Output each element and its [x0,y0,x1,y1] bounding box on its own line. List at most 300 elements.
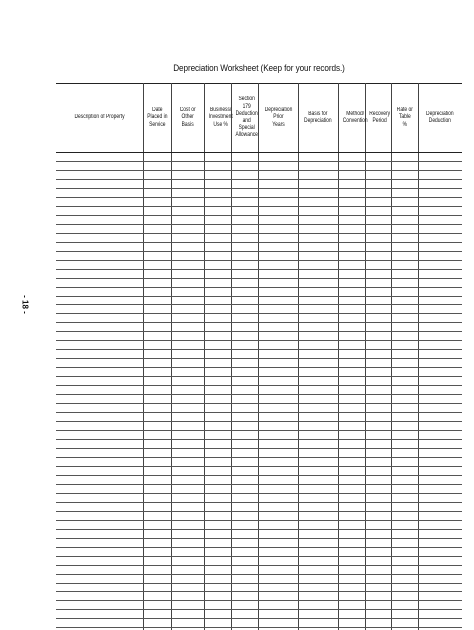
cell-date-placed[interactable] [143,341,171,350]
cell-depreciation-prior[interactable] [258,350,298,359]
cell-basis-for-depreciation[interactable] [298,493,338,502]
cell-date-placed[interactable] [143,431,171,440]
cell-rate-table[interactable] [391,565,418,574]
cell-description[interactable] [56,475,143,484]
cell-recovery-period[interactable] [365,368,391,377]
cell-business-use[interactable] [204,466,231,475]
cell-business-use[interactable] [204,395,231,404]
cell-description[interactable] [56,556,143,565]
cell-basis-for-depreciation[interactable] [298,170,338,179]
cell-description[interactable] [56,368,143,377]
cell-basis-for-depreciation[interactable] [298,350,338,359]
cell-depreciation-prior[interactable] [258,215,298,224]
cell-cost-basis[interactable] [171,224,204,233]
cell-method-convention[interactable] [338,368,365,377]
cell-recovery-period[interactable] [365,619,391,628]
cell-description[interactable] [56,170,143,179]
cell-section-179[interactable] [231,260,258,269]
cell-depreciation-prior[interactable] [258,251,298,260]
cell-date-placed[interactable] [143,466,171,475]
cell-method-convention[interactable] [338,242,365,251]
cell-section-179[interactable] [231,395,258,404]
cell-section-179[interactable] [231,341,258,350]
cell-rate-table[interactable] [391,368,418,377]
cell-date-placed[interactable] [143,538,171,547]
cell-business-use[interactable] [204,161,231,170]
cell-section-179[interactable] [231,161,258,170]
cell-recovery-period[interactable] [365,170,391,179]
cell-rate-table[interactable] [391,484,418,493]
cell-depreciation-prior[interactable] [258,332,298,341]
cell-cost-basis[interactable] [171,431,204,440]
cell-rate-table[interactable] [391,179,418,188]
cell-method-convention[interactable] [338,448,365,457]
cell-business-use[interactable] [204,601,231,610]
cell-method-convention[interactable] [338,547,365,556]
cell-basis-for-depreciation[interactable] [298,341,338,350]
cell-basis-for-depreciation[interactable] [298,431,338,440]
cell-depreciation-prior[interactable] [258,565,298,574]
cell-cost-basis[interactable] [171,529,204,538]
cell-depreciation-prior[interactable] [258,153,298,162]
cell-depreciation-deduction[interactable] [418,224,462,233]
cell-depreciation-deduction[interactable] [418,592,462,601]
cell-date-placed[interactable] [143,359,171,368]
cell-section-179[interactable] [231,556,258,565]
cell-business-use[interactable] [204,233,231,242]
cell-business-use[interactable] [204,520,231,529]
cell-recovery-period[interactable] [365,386,391,395]
cell-business-use[interactable] [204,484,231,493]
cell-depreciation-prior[interactable] [258,260,298,269]
cell-method-convention[interactable] [338,233,365,242]
cell-basis-for-depreciation[interactable] [298,233,338,242]
cell-depreciation-prior[interactable] [258,269,298,278]
cell-rate-table[interactable] [391,511,418,520]
cell-method-convention[interactable] [338,170,365,179]
cell-recovery-period[interactable] [365,556,391,565]
cell-rate-table[interactable] [391,413,418,422]
cell-depreciation-deduction[interactable] [418,197,462,206]
cell-rate-table[interactable] [391,457,418,466]
cell-section-179[interactable] [231,206,258,215]
cell-method-convention[interactable] [338,440,365,449]
cell-rate-table[interactable] [391,538,418,547]
cell-section-179[interactable] [231,377,258,386]
cell-date-placed[interactable] [143,592,171,601]
cell-depreciation-deduction[interactable] [418,153,462,162]
cell-depreciation-prior[interactable] [258,368,298,377]
cell-date-placed[interactable] [143,260,171,269]
cell-date-placed[interactable] [143,529,171,538]
cell-business-use[interactable] [204,188,231,197]
cell-business-use[interactable] [204,269,231,278]
cell-business-use[interactable] [204,287,231,296]
cell-method-convention[interactable] [338,188,365,197]
cell-basis-for-depreciation[interactable] [298,565,338,574]
cell-cost-basis[interactable] [171,350,204,359]
cell-rate-table[interactable] [391,431,418,440]
cell-description[interactable] [56,574,143,583]
cell-description[interactable] [56,296,143,305]
cell-depreciation-deduction[interactable] [418,502,462,511]
cell-date-placed[interactable] [143,484,171,493]
cell-section-179[interactable] [231,170,258,179]
cell-section-179[interactable] [231,547,258,556]
cell-section-179[interactable] [231,296,258,305]
cell-cost-basis[interactable] [171,592,204,601]
cell-cost-basis[interactable] [171,565,204,574]
cell-section-179[interactable] [231,242,258,251]
cell-business-use[interactable] [204,538,231,547]
cell-rate-table[interactable] [391,404,418,413]
cell-recovery-period[interactable] [365,413,391,422]
cell-recovery-period[interactable] [365,565,391,574]
cell-rate-table[interactable] [391,314,418,323]
cell-basis-for-depreciation[interactable] [298,538,338,547]
cell-method-convention[interactable] [338,206,365,215]
cell-section-179[interactable] [231,305,258,314]
cell-recovery-period[interactable] [365,314,391,323]
cell-section-179[interactable] [231,215,258,224]
cell-recovery-period[interactable] [365,601,391,610]
cell-rate-table[interactable] [391,323,418,332]
cell-depreciation-deduction[interactable] [418,547,462,556]
cell-description[interactable] [56,511,143,520]
cell-recovery-period[interactable] [365,179,391,188]
cell-basis-for-depreciation[interactable] [298,368,338,377]
cell-rate-table[interactable] [391,197,418,206]
cell-depreciation-prior[interactable] [258,188,298,197]
cell-description[interactable] [56,520,143,529]
cell-rate-table[interactable] [391,520,418,529]
cell-rate-table[interactable] [391,278,418,287]
cell-description[interactable] [56,502,143,511]
cell-depreciation-prior[interactable] [258,422,298,431]
cell-recovery-period[interactable] [365,188,391,197]
cell-cost-basis[interactable] [171,233,204,242]
cell-depreciation-prior[interactable] [258,610,298,619]
cell-rate-table[interactable] [391,502,418,511]
cell-description[interactable] [56,332,143,341]
cell-date-placed[interactable] [143,188,171,197]
cell-cost-basis[interactable] [171,502,204,511]
cell-recovery-period[interactable] [365,475,391,484]
cell-section-179[interactable] [231,574,258,583]
cell-depreciation-deduction[interactable] [418,520,462,529]
cell-method-convention[interactable] [338,538,365,547]
cell-depreciation-prior[interactable] [258,619,298,628]
cell-basis-for-depreciation[interactable] [298,413,338,422]
cell-section-179[interactable] [231,323,258,332]
cell-rate-table[interactable] [391,422,418,431]
cell-cost-basis[interactable] [171,448,204,457]
cell-date-placed[interactable] [143,323,171,332]
cell-date-placed[interactable] [143,296,171,305]
cell-method-convention[interactable] [338,332,365,341]
cell-description[interactable] [56,547,143,556]
cell-date-placed[interactable] [143,448,171,457]
cell-section-179[interactable] [231,251,258,260]
cell-basis-for-depreciation[interactable] [298,484,338,493]
cell-method-convention[interactable] [338,556,365,565]
cell-cost-basis[interactable] [171,601,204,610]
cell-business-use[interactable] [204,457,231,466]
cell-description[interactable] [56,251,143,260]
cell-depreciation-prior[interactable] [258,413,298,422]
cell-basis-for-depreciation[interactable] [298,520,338,529]
cell-method-convention[interactable] [338,413,365,422]
cell-basis-for-depreciation[interactable] [298,610,338,619]
cell-description[interactable] [56,314,143,323]
cell-depreciation-prior[interactable] [258,583,298,592]
cell-business-use[interactable] [204,448,231,457]
cell-business-use[interactable] [204,179,231,188]
cell-business-use[interactable] [204,413,231,422]
cell-depreciation-deduction[interactable] [418,251,462,260]
cell-rate-table[interactable] [391,251,418,260]
cell-depreciation-prior[interactable] [258,170,298,179]
cell-business-use[interactable] [204,422,231,431]
cell-business-use[interactable] [204,440,231,449]
cell-date-placed[interactable] [143,242,171,251]
cell-depreciation-deduction[interactable] [418,440,462,449]
cell-method-convention[interactable] [338,511,365,520]
cell-description[interactable] [56,278,143,287]
cell-section-179[interactable] [231,448,258,457]
cell-method-convention[interactable] [338,484,365,493]
cell-section-179[interactable] [231,601,258,610]
cell-recovery-period[interactable] [365,592,391,601]
cell-depreciation-prior[interactable] [258,574,298,583]
cell-method-convention[interactable] [338,296,365,305]
cell-business-use[interactable] [204,556,231,565]
cell-rate-table[interactable] [391,305,418,314]
cell-basis-for-depreciation[interactable] [298,395,338,404]
cell-recovery-period[interactable] [365,466,391,475]
cell-method-convention[interactable] [338,502,365,511]
cell-depreciation-deduction[interactable] [418,350,462,359]
cell-date-placed[interactable] [143,197,171,206]
cell-description[interactable] [56,269,143,278]
cell-method-convention[interactable] [338,153,365,162]
cell-business-use[interactable] [204,475,231,484]
cell-section-179[interactable] [231,583,258,592]
cell-date-placed[interactable] [143,314,171,323]
cell-method-convention[interactable] [338,260,365,269]
cell-cost-basis[interactable] [171,251,204,260]
cell-rate-table[interactable] [391,153,418,162]
cell-cost-basis[interactable] [171,242,204,251]
cell-recovery-period[interactable] [365,269,391,278]
cell-section-179[interactable] [231,520,258,529]
cell-depreciation-deduction[interactable] [418,206,462,215]
cell-business-use[interactable] [204,341,231,350]
cell-depreciation-prior[interactable] [258,511,298,520]
cell-cost-basis[interactable] [171,206,204,215]
cell-business-use[interactable] [204,404,231,413]
cell-method-convention[interactable] [338,529,365,538]
cell-date-placed[interactable] [143,440,171,449]
cell-recovery-period[interactable] [365,305,391,314]
cell-depreciation-deduction[interactable] [418,305,462,314]
cell-depreciation-deduction[interactable] [418,484,462,493]
cell-business-use[interactable] [204,574,231,583]
cell-depreciation-deduction[interactable] [418,287,462,296]
cell-depreciation-prior[interactable] [258,314,298,323]
cell-section-179[interactable] [231,224,258,233]
cell-date-placed[interactable] [143,502,171,511]
cell-recovery-period[interactable] [365,502,391,511]
cell-description[interactable] [56,619,143,628]
cell-depreciation-deduction[interactable] [418,610,462,619]
cell-section-179[interactable] [231,359,258,368]
cell-rate-table[interactable] [391,296,418,305]
cell-business-use[interactable] [204,314,231,323]
cell-method-convention[interactable] [338,197,365,206]
cell-description[interactable] [56,610,143,619]
cell-section-179[interactable] [231,350,258,359]
cell-recovery-period[interactable] [365,278,391,287]
cell-depreciation-prior[interactable] [258,404,298,413]
cell-cost-basis[interactable] [171,377,204,386]
cell-business-use[interactable] [204,170,231,179]
cell-depreciation-deduction[interactable] [418,538,462,547]
cell-description[interactable] [56,404,143,413]
cell-method-convention[interactable] [338,466,365,475]
cell-depreciation-prior[interactable] [258,538,298,547]
cell-depreciation-deduction[interactable] [418,386,462,395]
cell-recovery-period[interactable] [365,377,391,386]
cell-rate-table[interactable] [391,287,418,296]
cell-depreciation-prior[interactable] [258,377,298,386]
cell-recovery-period[interactable] [365,296,391,305]
cell-section-179[interactable] [231,475,258,484]
cell-depreciation-prior[interactable] [258,206,298,215]
cell-depreciation-prior[interactable] [258,431,298,440]
cell-recovery-period[interactable] [365,233,391,242]
cell-rate-table[interactable] [391,215,418,224]
cell-section-179[interactable] [231,368,258,377]
cell-cost-basis[interactable] [171,305,204,314]
cell-business-use[interactable] [204,592,231,601]
cell-description[interactable] [56,350,143,359]
cell-basis-for-depreciation[interactable] [298,224,338,233]
cell-method-convention[interactable] [338,386,365,395]
cell-description[interactable] [56,197,143,206]
cell-business-use[interactable] [204,547,231,556]
cell-recovery-period[interactable] [365,323,391,332]
cell-cost-basis[interactable] [171,359,204,368]
cell-recovery-period[interactable] [365,251,391,260]
cell-basis-for-depreciation[interactable] [298,511,338,520]
cell-basis-for-depreciation[interactable] [298,556,338,565]
cell-method-convention[interactable] [338,457,365,466]
cell-basis-for-depreciation[interactable] [298,314,338,323]
cell-cost-basis[interactable] [171,538,204,547]
cell-section-179[interactable] [231,332,258,341]
cell-cost-basis[interactable] [171,413,204,422]
cell-depreciation-prior[interactable] [258,161,298,170]
cell-depreciation-prior[interactable] [258,484,298,493]
cell-depreciation-prior[interactable] [258,242,298,251]
cell-business-use[interactable] [204,197,231,206]
cell-business-use[interactable] [204,260,231,269]
cell-depreciation-prior[interactable] [258,529,298,538]
cell-date-placed[interactable] [143,161,171,170]
cell-section-179[interactable] [231,188,258,197]
cell-basis-for-depreciation[interactable] [298,332,338,341]
cell-business-use[interactable] [204,323,231,332]
cell-basis-for-depreciation[interactable] [298,260,338,269]
cell-cost-basis[interactable] [171,574,204,583]
cell-business-use[interactable] [204,242,231,251]
cell-method-convention[interactable] [338,565,365,574]
cell-depreciation-deduction[interactable] [418,404,462,413]
cell-date-placed[interactable] [143,179,171,188]
cell-depreciation-deduction[interactable] [418,359,462,368]
cell-business-use[interactable] [204,332,231,341]
cell-method-convention[interactable] [338,404,365,413]
cell-date-placed[interactable] [143,224,171,233]
cell-basis-for-depreciation[interactable] [298,359,338,368]
cell-description[interactable] [56,493,143,502]
cell-depreciation-prior[interactable] [258,493,298,502]
cell-recovery-period[interactable] [365,242,391,251]
cell-rate-table[interactable] [391,233,418,242]
cell-method-convention[interactable] [338,314,365,323]
cell-depreciation-deduction[interactable] [418,269,462,278]
cell-method-convention[interactable] [338,287,365,296]
cell-recovery-period[interactable] [365,520,391,529]
cell-date-placed[interactable] [143,413,171,422]
cell-description[interactable] [56,206,143,215]
cell-basis-for-depreciation[interactable] [298,323,338,332]
cell-date-placed[interactable] [143,556,171,565]
cell-depreciation-deduction[interactable] [418,233,462,242]
cell-basis-for-depreciation[interactable] [298,457,338,466]
cell-rate-table[interactable] [391,466,418,475]
cell-cost-basis[interactable] [171,493,204,502]
cell-business-use[interactable] [204,619,231,628]
cell-section-179[interactable] [231,484,258,493]
cell-cost-basis[interactable] [171,466,204,475]
cell-description[interactable] [56,565,143,574]
cell-cost-basis[interactable] [171,610,204,619]
cell-section-179[interactable] [231,493,258,502]
cell-business-use[interactable] [204,493,231,502]
cell-basis-for-depreciation[interactable] [298,161,338,170]
cell-rate-table[interactable] [391,188,418,197]
cell-date-placed[interactable] [143,386,171,395]
cell-rate-table[interactable] [391,359,418,368]
cell-recovery-period[interactable] [365,287,391,296]
cell-rate-table[interactable] [391,242,418,251]
cell-description[interactable] [56,153,143,162]
cell-depreciation-deduction[interactable] [418,377,462,386]
cell-date-placed[interactable] [143,170,171,179]
cell-business-use[interactable] [204,368,231,377]
cell-depreciation-prior[interactable] [258,179,298,188]
cell-depreciation-prior[interactable] [258,520,298,529]
cell-depreciation-prior[interactable] [258,287,298,296]
cell-date-placed[interactable] [143,153,171,162]
cell-date-placed[interactable] [143,511,171,520]
cell-business-use[interactable] [204,502,231,511]
cell-date-placed[interactable] [143,520,171,529]
cell-depreciation-deduction[interactable] [418,529,462,538]
cell-date-placed[interactable] [143,368,171,377]
